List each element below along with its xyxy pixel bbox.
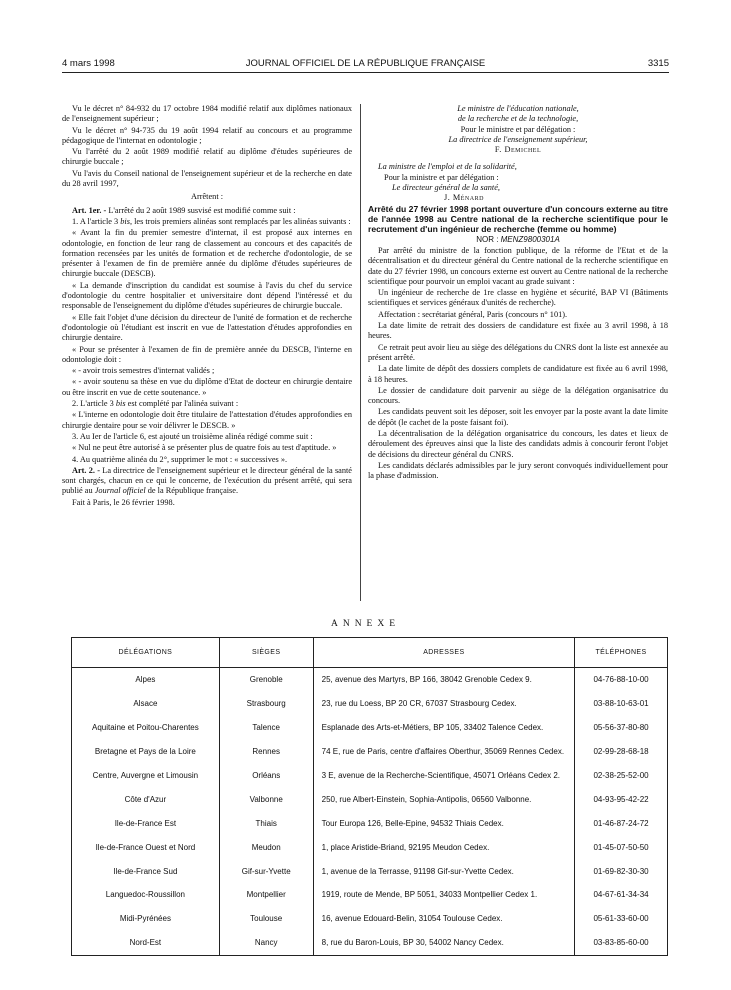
siege-cell: Toulouse bbox=[219, 907, 313, 931]
table-row bbox=[72, 859, 668, 883]
signature-line: La directrice de l'enseignement supérieur, bbox=[448, 134, 588, 144]
left-column bbox=[62, 104, 352, 509]
table-row bbox=[72, 835, 668, 859]
delegation-cell: Midi-Pyrénées bbox=[72, 907, 220, 931]
item-1 bbox=[62, 217, 352, 227]
phone-cell: 04-67-61-34-34 bbox=[575, 883, 668, 907]
nor-label: NOR : bbox=[476, 234, 501, 244]
address-cell: 250, rue Albert-Einstein, Sophia-Antipolis, 06560 Valbonne. bbox=[313, 787, 574, 811]
signature-line: de la recherche et de la technologie, bbox=[457, 114, 579, 124]
delegation-cell: Ile-de-France Ouest et Nord bbox=[72, 835, 220, 859]
phone-cell: 03-83-85-60-00 bbox=[575, 931, 668, 955]
arretent: Arrêtent : bbox=[190, 192, 224, 202]
item-3: 3. Au Ier de l'article 6, est ajouté un troisième alinéa rédigé comme suit : bbox=[72, 431, 313, 441]
phone-cell: 01-69-82-30-30 bbox=[575, 859, 668, 883]
article-text: Journal officiel bbox=[94, 486, 146, 496]
address-cell: 74 E, rue de Paris, centre d'affaires Oberthur, 35069 Rennes Cedex. bbox=[313, 740, 574, 764]
address-cell: 25, avenue des Martyrs, BP 166, 38042 Grenoble Cedex 9. bbox=[313, 668, 574, 692]
annexe-body bbox=[72, 668, 668, 956]
table-row bbox=[72, 716, 668, 740]
siege-cell: Valbonne bbox=[219, 787, 313, 811]
article-text: La directrice de l'enseignement supérieur et le directeur général de la santé sont chargés, chacun en ce qui le concerne, de l'exécution du présent arrêté, qui sera publié au bbox=[62, 465, 352, 496]
siege-cell: Meudon bbox=[219, 835, 313, 859]
quote: « Elle fait l'objet d'une décision du directeur de l'unité de formation et de recherche d'odontologie où l'étudiant est inscrit en vue de l'attestation d'études approfondies en chirurgie dentaire. bbox=[62, 312, 352, 343]
phone-cell: 03-88-10-63-01 bbox=[575, 692, 668, 716]
quote: « - avoir soutenu sa thèse en vue du diplôme d'Etat de docteur en chirurgie dentaire ou être inscrit en vue de cette soutenance. » bbox=[62, 377, 352, 397]
quote: « Nul ne peut être autorisé à se présenter plus de quatre fois au test d'aptitude. » bbox=[72, 443, 337, 453]
journal-title: JOURNAL OFFICIEL DE LA RÉPUBLIQUE FRANÇAISE bbox=[245, 58, 486, 69]
paragraph: La décentralisation de la délégation organisatrice du concours, les dates et lieux de déroulement des épreuves ainsi que la liste des candidats admis à concourir feront l'objet de décisions du directeur général du CNRS. bbox=[368, 429, 668, 459]
annexe-title: ANNEXE bbox=[330, 619, 401, 629]
issue-date: 4 mars 1998 bbox=[62, 58, 115, 69]
paragraph: Vu le décret n° 84-932 du 17 octobre 1984 modifié relatif aux diplômes nationaux de l'enseignement supérieur ; bbox=[62, 104, 352, 124]
phone-cell: 04-76-88-10-00 bbox=[575, 668, 668, 692]
phone-cell: 04-93-95-42-22 bbox=[575, 787, 668, 811]
paragraph: Vu le décret n° 94-735 du 19 août 1994 relatif au concours et au programme pédagogique de l'internat en odontologie ; bbox=[62, 125, 352, 145]
table-row bbox=[72, 883, 668, 907]
table-row bbox=[72, 811, 668, 835]
table-row bbox=[72, 692, 668, 716]
annexe-table bbox=[71, 637, 668, 956]
page-number: 3315 bbox=[647, 58, 669, 69]
delegation-cell: Ile-de-France Est bbox=[72, 811, 220, 835]
signature-line: La ministre de l'emploi et de la solidarité, bbox=[378, 162, 517, 172]
siege-cell: Montpellier bbox=[219, 883, 313, 907]
siege-cell: Grenoble bbox=[219, 668, 313, 692]
article-text: L'arrêté du 2 août 1989 susvisé est modifié comme suit : bbox=[106, 205, 296, 215]
signature-line: Le directeur général de la santé, bbox=[392, 183, 500, 193]
table-header-row bbox=[72, 638, 668, 668]
column-divider bbox=[360, 104, 361, 601]
right-column bbox=[368, 104, 668, 483]
signature-block-emploi bbox=[378, 162, 668, 203]
page-header bbox=[62, 58, 669, 72]
phone-cell: 01-46-87-24-72 bbox=[575, 811, 668, 835]
paragraph: Ce retrait peut avoir lieu au siège des délégations du CNRS dont la liste est annexée au présent arrêté. bbox=[368, 342, 668, 362]
address-cell: 23, rue du Loess, BP 20 CR, 67037 Strasbourg Cedex. bbox=[313, 692, 574, 716]
siege-cell: Rennes bbox=[219, 740, 313, 764]
phone-cell: 02-38-25-52-00 bbox=[575, 764, 668, 788]
table-row bbox=[72, 787, 668, 811]
paragraph: Un ingénieur de recherche de 1re classe en hygiène et sécurité, BAP VI (Bâtiments scientifiques et services généraux d'unités de recherche). bbox=[368, 288, 668, 308]
nor-reference bbox=[368, 235, 668, 245]
quote: « Avant la fin du premier semestre d'internat, il est proposé aux internes en odontologie, en fonction de leur rang de classement au concours et des capacités de formation recensées par les unités de formation et de recherche d'odontologie, de se présenter à l'examen de fin de première année du diplôme d'études supérieures de chirurgie buccale (DESCB). bbox=[62, 228, 352, 279]
address-cell: 8, rue du Baron-Louis, BP 30, 54002 Nancy Cedex. bbox=[313, 931, 574, 955]
article-2 bbox=[62, 466, 352, 497]
item-text: , les trois premiers alinéas sont remplacés par les alinéas suivants : bbox=[129, 216, 351, 226]
address-cell: 16, avenue Edouard-Belin, 31054 Toulouse Cedex. bbox=[313, 907, 574, 931]
signature-block-education bbox=[368, 104, 668, 155]
delegation-cell: Côte d'Azur bbox=[72, 787, 220, 811]
column-header: DÉLÉGATIONS bbox=[72, 638, 220, 668]
address-cell: 1, avenue de la Terrasse, 91198 Gif-sur-Yvette Cedex. bbox=[313, 859, 574, 883]
paragraph: Le dossier de candidature doit parvenir au siège de la délégation organisatrice du concours. bbox=[368, 385, 668, 406]
siege-cell: Talence bbox=[219, 716, 313, 740]
quote: « La demande d'inscription du candidat est soumise à l'avis du chef du service d'odontologie du centre hospitalier et universitaire dont dépend l'intéressé et du responsable de l'enseignement du diplôme d'études supérieures de chirurgie buccale. bbox=[62, 280, 352, 311]
address-cell: 1, place Aristide-Briand, 92195 Meudon Cedex. bbox=[313, 835, 574, 859]
address-cell: Esplanade des Arts-et-Métiers, BP 105, 33402 Talence Cedex. bbox=[313, 716, 574, 740]
decree-title: Arrêté du 27 février 1998 portant ouverture d'un concours externe au titre de l'année 1998 au Centre national de la recherche scientifique pour le recrutement d'un ingénieur de recherche (femme ou homme) bbox=[368, 203, 668, 234]
table-row bbox=[72, 764, 668, 788]
delegation-cell: Ile-de-France Sud bbox=[72, 859, 220, 883]
table-row bbox=[72, 668, 668, 692]
paragraph: Vu l'arrêté du 2 août 1989 modifié relatif au diplôme d'études supérieures de chirurgie buccale ; bbox=[62, 147, 352, 167]
item-text: 1. A l'article 3 bbox=[72, 216, 121, 226]
delegation-cell: Centre, Auvergne et Limousin bbox=[72, 764, 220, 788]
item-text: bis bbox=[120, 216, 130, 226]
siege-cell: Thiais bbox=[219, 811, 313, 835]
delegation-cell: Bretagne et Pays de la Loire bbox=[72, 740, 220, 764]
paragraph: Les candidats peuvent soit les déposer, soit les envoyer par la poste avant la date limite de dépôt (le cachet de la poste faisant foi). bbox=[368, 407, 668, 427]
column-header: TÉLÉPHONES bbox=[575, 638, 668, 668]
delegation-cell: Alsace bbox=[72, 692, 220, 716]
article-1 bbox=[62, 206, 352, 216]
article-label: Art. 2. - bbox=[72, 465, 101, 475]
paragraph: Par arrêté du ministre de la fonction publique, de la réforme de l'Etat et de la décentralisation et du directeur général du Centre national de la recherche scientifique en date du 27 février 1998, un concours externe est ouvert au Centre national de la recherche scientifique pour pourvoir un emploi vacant au grade suivant : bbox=[368, 245, 668, 286]
siege-cell: Strasbourg bbox=[219, 692, 313, 716]
phone-cell: 05-56-37-80-80 bbox=[575, 716, 668, 740]
item-text: est complété par l'alinéa suivant : bbox=[125, 399, 239, 409]
signature-line: Le ministre de l'éducation nationale, bbox=[457, 104, 579, 113]
paragraph: Affectation : secrétariat général, Paris (concours n° 101). bbox=[378, 309, 568, 319]
paragraph: La date limite de retrait des dossiers de candidature est fixée au 3 avril 1998, à 18 heures. bbox=[368, 321, 668, 341]
table-row bbox=[72, 931, 668, 955]
article-label: Art. 1er. - bbox=[72, 205, 107, 215]
nor-code: MENZ9800301A bbox=[500, 234, 560, 244]
delegation-cell: Languedoc-Roussillon bbox=[72, 883, 220, 907]
paragraph: Vu l'avis du Conseil national de l'enseignement supérieur et de la recherche en date du 28 avril 1997, bbox=[62, 168, 352, 189]
paragraph: Les candidats déclarés admissibles par le jury seront convoqués individuellement pour la phase d'admission. bbox=[368, 460, 668, 481]
header-rule bbox=[62, 72, 669, 73]
delegation-cell: Alpes bbox=[72, 668, 220, 692]
phone-cell: 02-99-28-68-18 bbox=[575, 740, 668, 764]
signature-line: Pour la ministre et par délégation : bbox=[384, 172, 499, 182]
delegation-cell: Aquitaine et Poitou-Charentes bbox=[72, 716, 220, 740]
item-text: bis bbox=[115, 399, 126, 409]
siege-cell: Orléans bbox=[219, 764, 313, 788]
siege-cell: Nancy bbox=[219, 931, 313, 955]
quote: « - avoir trois semestres d'internat validés ; bbox=[72, 366, 215, 376]
column-header: ADRESSES bbox=[313, 638, 574, 668]
signatory-name: F. Demichel bbox=[494, 145, 542, 155]
address-cell: 1919, route de Mende, BP 5051, 34033 Montpellier Cedex 1. bbox=[313, 883, 574, 907]
signatory-name: J. Ménard bbox=[444, 193, 484, 203]
table-row bbox=[72, 740, 668, 764]
quote: « L'interne en odontologie doit être titulaire de l'attestation d'études approfondies en chirurgie dentaire pour se voir délivrer le DESCB. » bbox=[62, 410, 352, 430]
delegation-cell: Nord-Est bbox=[72, 931, 220, 955]
article-text: de la République française. bbox=[145, 486, 239, 496]
address-cell: 3 E, avenue de la Recherche-Scientifique, 45071 Orléans Cedex 2. bbox=[313, 764, 574, 788]
paragraph: La date limite de dépôt des dossiers complets de candidature est fixée au 6 avril 1998, à 18 heures. bbox=[368, 364, 668, 384]
item-text: 2. L'article 3 bbox=[72, 399, 116, 409]
signature-line: Pour le ministre et par délégation : bbox=[460, 124, 576, 134]
column-header: SIÈGES bbox=[219, 638, 313, 668]
item-4: 4. Au quatrième alinéa du 2°, supprimer le mot : « successives ». bbox=[72, 454, 288, 464]
phone-cell: 01-45-07-50-50 bbox=[575, 835, 668, 859]
table-row bbox=[72, 907, 668, 931]
item-2 bbox=[62, 399, 352, 409]
quote: « Pour se présenter à l'examen de fin de première année du DESCB, l'interne en odontologie doit : bbox=[62, 344, 352, 364]
siege-cell: Gif-sur-Yvette bbox=[219, 859, 313, 883]
address-cell: Tour Europa 126, Belle-Epine, 94532 Thiais Cedex. bbox=[313, 811, 574, 835]
phone-cell: 05-61-33-60-00 bbox=[575, 907, 668, 931]
signature-date: Fait à Paris, le 26 février 1998. bbox=[72, 497, 175, 507]
